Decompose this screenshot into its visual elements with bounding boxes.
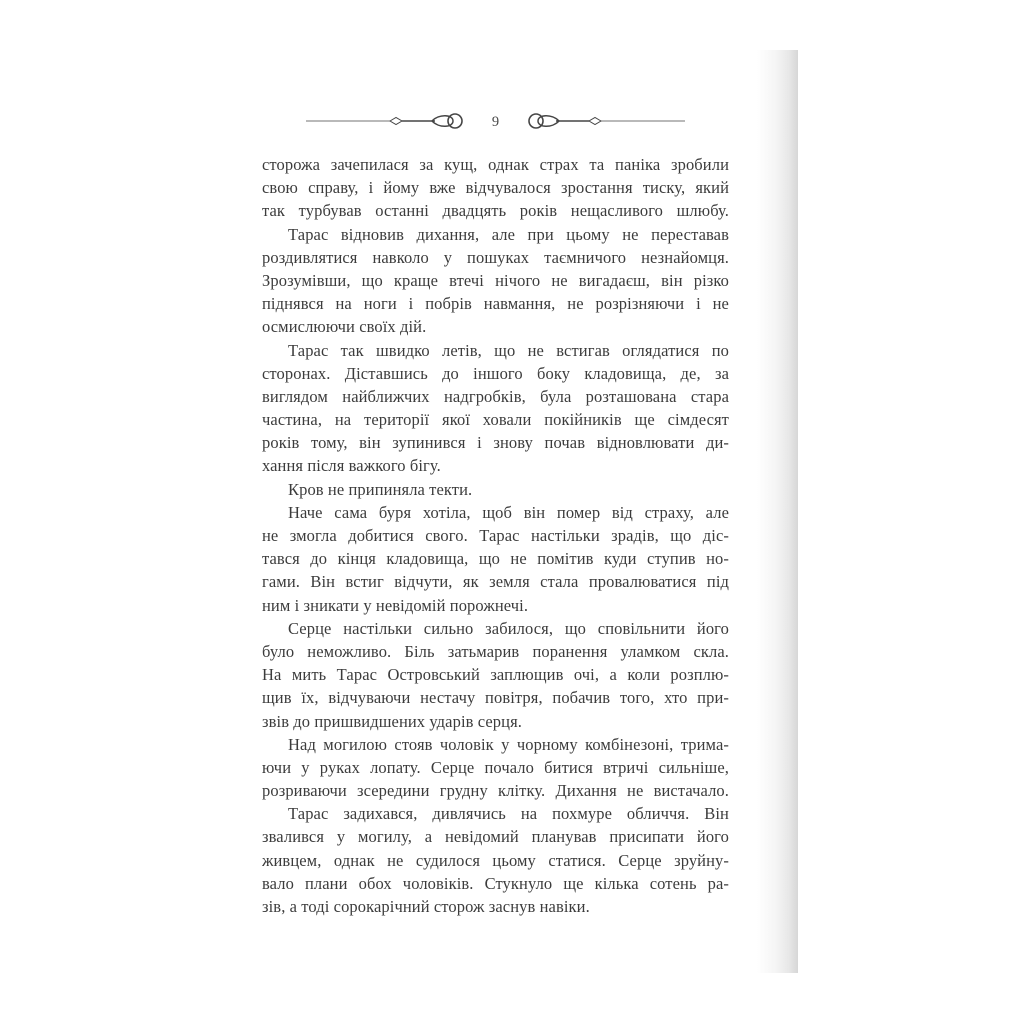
text-line: звалився у могилу, а невідомий планував присипати його xyxy=(262,827,729,847)
text-line: живцем, однак не судилося цьому статися. Серце зруйну- xyxy=(262,850,729,870)
text-line: звів до пришвидшених ударів серця. xyxy=(262,711,522,731)
paragraph xyxy=(262,617,729,733)
text-line: щив їх, відчуваючи нестачу повітря, побачив того, хто при- xyxy=(262,688,729,708)
text-line: Над могилою стояв чоловік у чорному комбінезоні, трима- xyxy=(288,734,729,754)
page-edge[interactable] xyxy=(757,50,798,973)
text-line: так турбував останні двадцять років нещасливого шлюбу. xyxy=(262,201,729,221)
ornament-flourish-left-icon xyxy=(306,111,466,131)
paragraph xyxy=(262,802,729,918)
paragraph xyxy=(262,339,729,478)
paragraph xyxy=(262,501,729,617)
text-line: піднявся на ноги і побрів навмання, не розрізняючи і не xyxy=(262,294,729,314)
page-header xyxy=(262,111,729,131)
paragraph xyxy=(262,478,729,501)
text-line: хання після важкого бігу. xyxy=(262,456,441,476)
page-content xyxy=(262,0,729,918)
text-line: було неможливо. Біль затьмарив поранення уламком скла. xyxy=(262,641,729,661)
text-line: осмислюючи своїх дій. xyxy=(262,317,427,337)
text-line: сторонах. Діставшись до іншого боку кладовища, де, за xyxy=(262,363,729,383)
text-line: вало плани обох чоловіків. Стукнуло ще кілька сотень ра- xyxy=(262,873,729,893)
text-line: Серце настільки сильно забилося, що сповільнити його xyxy=(288,618,729,638)
text-line: тався до кінця кладовища, що не помітив куди ступив но- xyxy=(262,549,729,569)
text-line: свою справу, і йому вже відчувалося зростання тиску, який xyxy=(262,178,729,198)
paragraph xyxy=(262,223,729,339)
text-line: Тарас задихався, дивлячись на похмуре обличчя. Він xyxy=(288,804,729,824)
paragraph xyxy=(262,153,729,223)
text-line: зів, а тоді сорокарічний сторож заснув навіки. xyxy=(262,897,590,916)
text-line: Тарас відновив дихання, але при цьому не переставав xyxy=(288,224,729,244)
text-line: Наче сама буря хотіла, щоб він помер від страху, але xyxy=(288,502,729,522)
text-line: виглядом найближчих надгробків, була розташована стара xyxy=(262,386,729,406)
text-block xyxy=(262,153,729,918)
ornament-flourish-right-icon xyxy=(525,111,685,131)
paragraph xyxy=(262,733,729,803)
text-line: роздивлятися навколо у пошуках таємничого незнайомця. xyxy=(262,247,729,267)
text-line: гами. Він встиг відчути, як земля стала провалюватися під xyxy=(262,572,729,592)
page-number: 9 xyxy=(491,113,500,130)
text-line: не змогла добитися свого. Тарас настільки зрадів, що діс- xyxy=(262,526,729,545)
text-line: Зрозумівши, що краще втечі нічого не вигадаєш, він різко xyxy=(262,270,729,290)
text-line: розриваючи зсередини грудну клітку. Дихання не вистачало. xyxy=(262,781,729,801)
text-line: ючи у руках лопату. Серце почало битися втричі сильніше, xyxy=(262,757,729,777)
text-line: На мить Тарас Островський заплющив очі, а коли розплю- xyxy=(262,665,729,685)
text-line: Тарас так швидко летів, що не встигав оглядатися по xyxy=(288,340,729,360)
text-line: частина, на території якої ховали покійників ще сімдесят xyxy=(262,410,729,430)
text-line: Кров не припиняла текти. xyxy=(288,479,473,499)
text-line: сторожа зачепилася за кущ, однак страх та паніка зробили xyxy=(262,155,729,174)
text-line: ним і зникати у невідомій порожнечі. xyxy=(262,595,529,615)
text-line: років тому, він зупинився і знову почав відновлювати ди- xyxy=(262,433,729,453)
